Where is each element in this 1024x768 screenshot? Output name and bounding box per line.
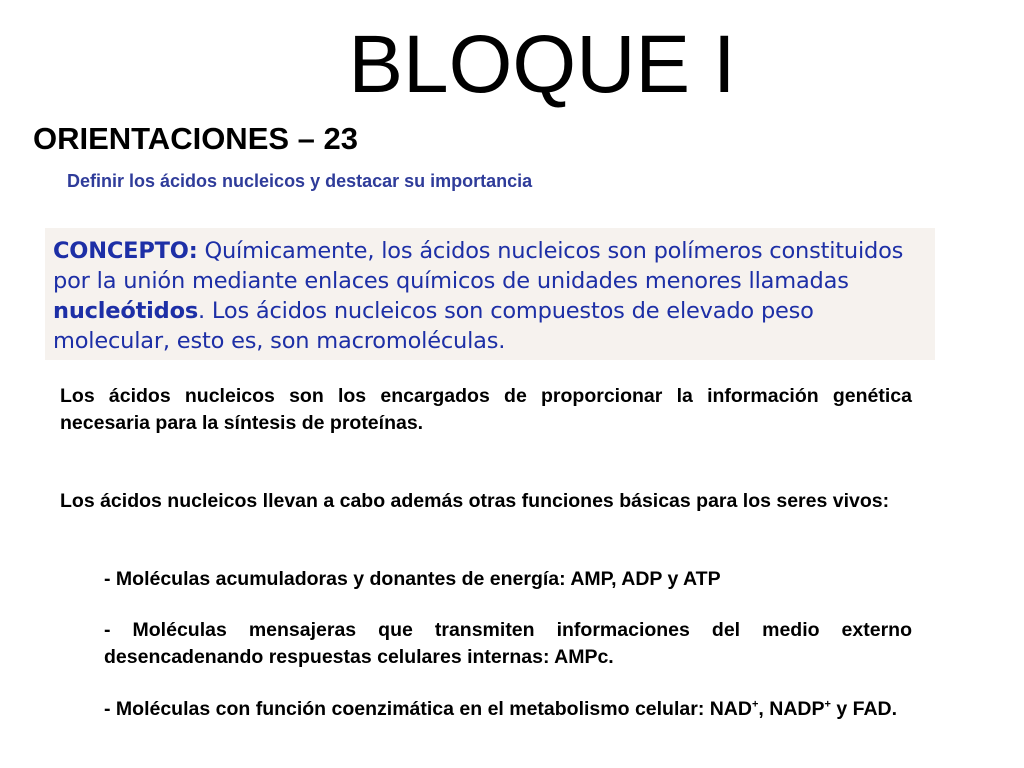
bullet-coenzyme-molecules — [104, 696, 912, 723]
objective-text: Definir los ácidos nucleicos y destacar su importancia — [67, 171, 533, 191]
superscript-plus: + — [751, 698, 759, 711]
concept-text-start: Químicamente, los ácidos nucleicos son polímeros constituidos por la unión mediante enlaces químicos de unidades menores llamadas — [53, 238, 904, 294]
concept-term: nucleótidos — [53, 298, 199, 324]
concept-box — [45, 228, 935, 360]
superscript-plus: + — [824, 698, 831, 711]
paragraph-other-functions: Los ácidos nucleicos llevan a cabo además otras funciones básicas para los seres vivos: — [60, 490, 890, 512]
slide-title: BLOQUE I — [348, 19, 736, 110]
concept-text-end: . Los ácidos nucleicos son compuestos de elevado peso molecular, esto es, son macromoléculas. — [53, 298, 814, 354]
bullet-coenzyme-text-2: , NADP — [758, 698, 825, 720]
bullet-energy-molecules: - Moléculas acumuladoras y donantes de energía: AMP, ADP y ATP — [104, 568, 721, 590]
paragraph-genetic-information: Los ácidos nucleicos son los encargados de proporcionar la información genética necesaria para la síntesis de proteínas. — [60, 385, 912, 434]
bullet-coenzyme-text-3: y FAD. — [830, 698, 898, 720]
bullet-coenzyme-text-1: - Moléculas con función coenzimática en el metabolismo celular: NAD — [104, 698, 752, 720]
bullet-messenger-molecules: - Moléculas mensajeras que transmiten informaciones del medio externo desencadenando respuestas celulares internas: AMPc. — [104, 619, 912, 668]
section-heading: ORIENTACIONES – 23 — [33, 121, 359, 156]
concept-label: CONCEPTO: — [53, 238, 198, 264]
